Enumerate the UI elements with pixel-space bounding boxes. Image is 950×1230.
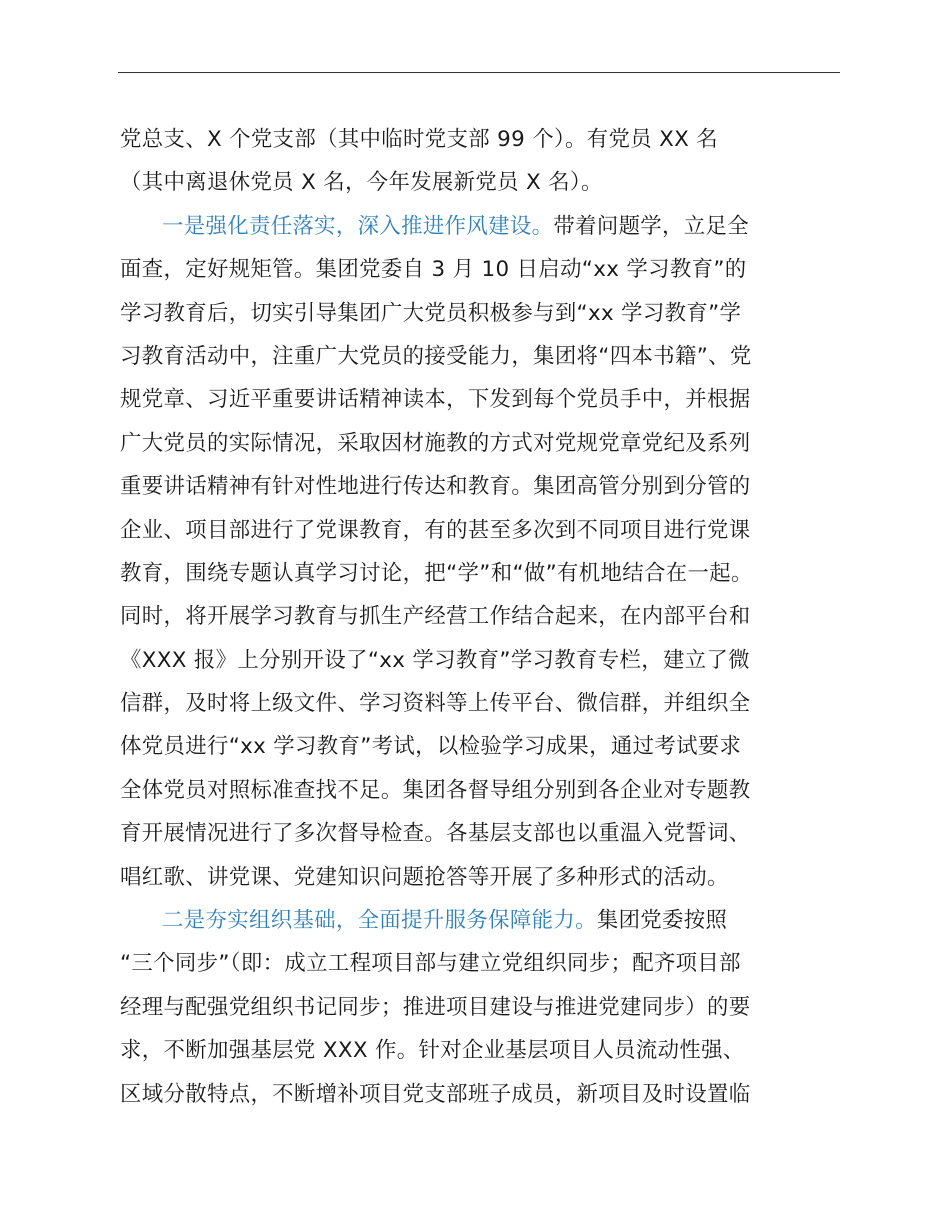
text-line — [120, 205, 842, 248]
document-body — [120, 118, 842, 1116]
text-line: 学习教育后，切实引导集团广大党员积极参与到“xx 学习教育”学 — [120, 300, 742, 326]
text-line: 经理与配强党组织书记同步；推进项目建设与推进党建同步）的要 — [120, 994, 751, 1020]
text-line: 《XXX 报》上分别开设了“xx 学习教育”学习教育专栏，建立了微 — [120, 647, 750, 673]
text-line: 全体党员对照标准查找不足。集团各督导组分别到各企业对专题教 — [120, 777, 751, 803]
text-line: 求，不断加强基层党 XXX 作。针对企业基层项目人员流动性强、 — [120, 1038, 745, 1064]
text-line — [120, 899, 842, 942]
text-line: 同时，将开展学习教育与抓生产经营工作结合起来，在内部平台和 — [120, 604, 751, 630]
paragraph-3 — [120, 899, 842, 1116]
text-line: （其中离退休党员 X 名，今年发展新党员 X 名）。 — [120, 170, 603, 196]
text-line: 信群，及时将上级文件、学习资料等上传平台、微信群，并组织全 — [120, 691, 751, 717]
text-line: 教育，围绕专题认真学习讨论，把“学”和“做”有机地结合在一起。 — [120, 560, 753, 586]
text-line: 唱红歌、讲党课、党建知识问题抢答等开展了多种形式的活动。 — [120, 864, 729, 890]
text-line: 育开展情况进行了多次督导检查。各基层支部也以重温入党誓词、 — [120, 821, 751, 847]
text-line: “三个同步”（即：成立工程项目部与建立党组织同步；配齐项目部 — [120, 951, 741, 977]
text-line: 党总支、X 个党支部（其中临时党支部 99 个）。有党员 XX 名 — [120, 127, 719, 152]
text-run: 集团党委按照 — [596, 908, 728, 934]
header-rule — [118, 72, 840, 73]
text-line: 区域分散特点，不断增补项目党支部班子成员，新项目及时设置临 — [120, 1081, 751, 1107]
paragraph-heading: 二是夯实组织基础，全面提升服务保障能力。 — [162, 908, 597, 934]
paragraph-2 — [120, 205, 842, 899]
text-line: 广大党员的实际情况，采取因材施教的方式对党规党章党纪及系列 — [120, 430, 751, 456]
text-line: 习教育活动中，注重广大党员的接受能力，集团将“四本书籍”、党 — [120, 343, 752, 369]
text-line: 规党章、习近平重要讲话精神读本，下发到每个党员手中，并根据 — [120, 387, 751, 413]
text-line: 面查，定好规矩管。集团党委自 3 月 10 日启动“xx 学习教育”的 — [120, 257, 747, 283]
text-run: 带着问题学，立足全 — [553, 213, 750, 239]
text-line: 企业、项目部进行了党课教育，有的甚至多次到不同项目进行党课 — [120, 517, 751, 543]
paragraph-1 — [120, 118, 842, 205]
paragraph-heading: 一是强化责任落实，深入推进作风建设。 — [162, 213, 554, 239]
text-line: 重要讲话精神有针对性地进行传达和教育。集团高管分别到分管的 — [120, 474, 751, 500]
text-line: 体党员进行“xx 学习教育”考试，以检验学习成果，通过考试要求 — [120, 734, 742, 760]
